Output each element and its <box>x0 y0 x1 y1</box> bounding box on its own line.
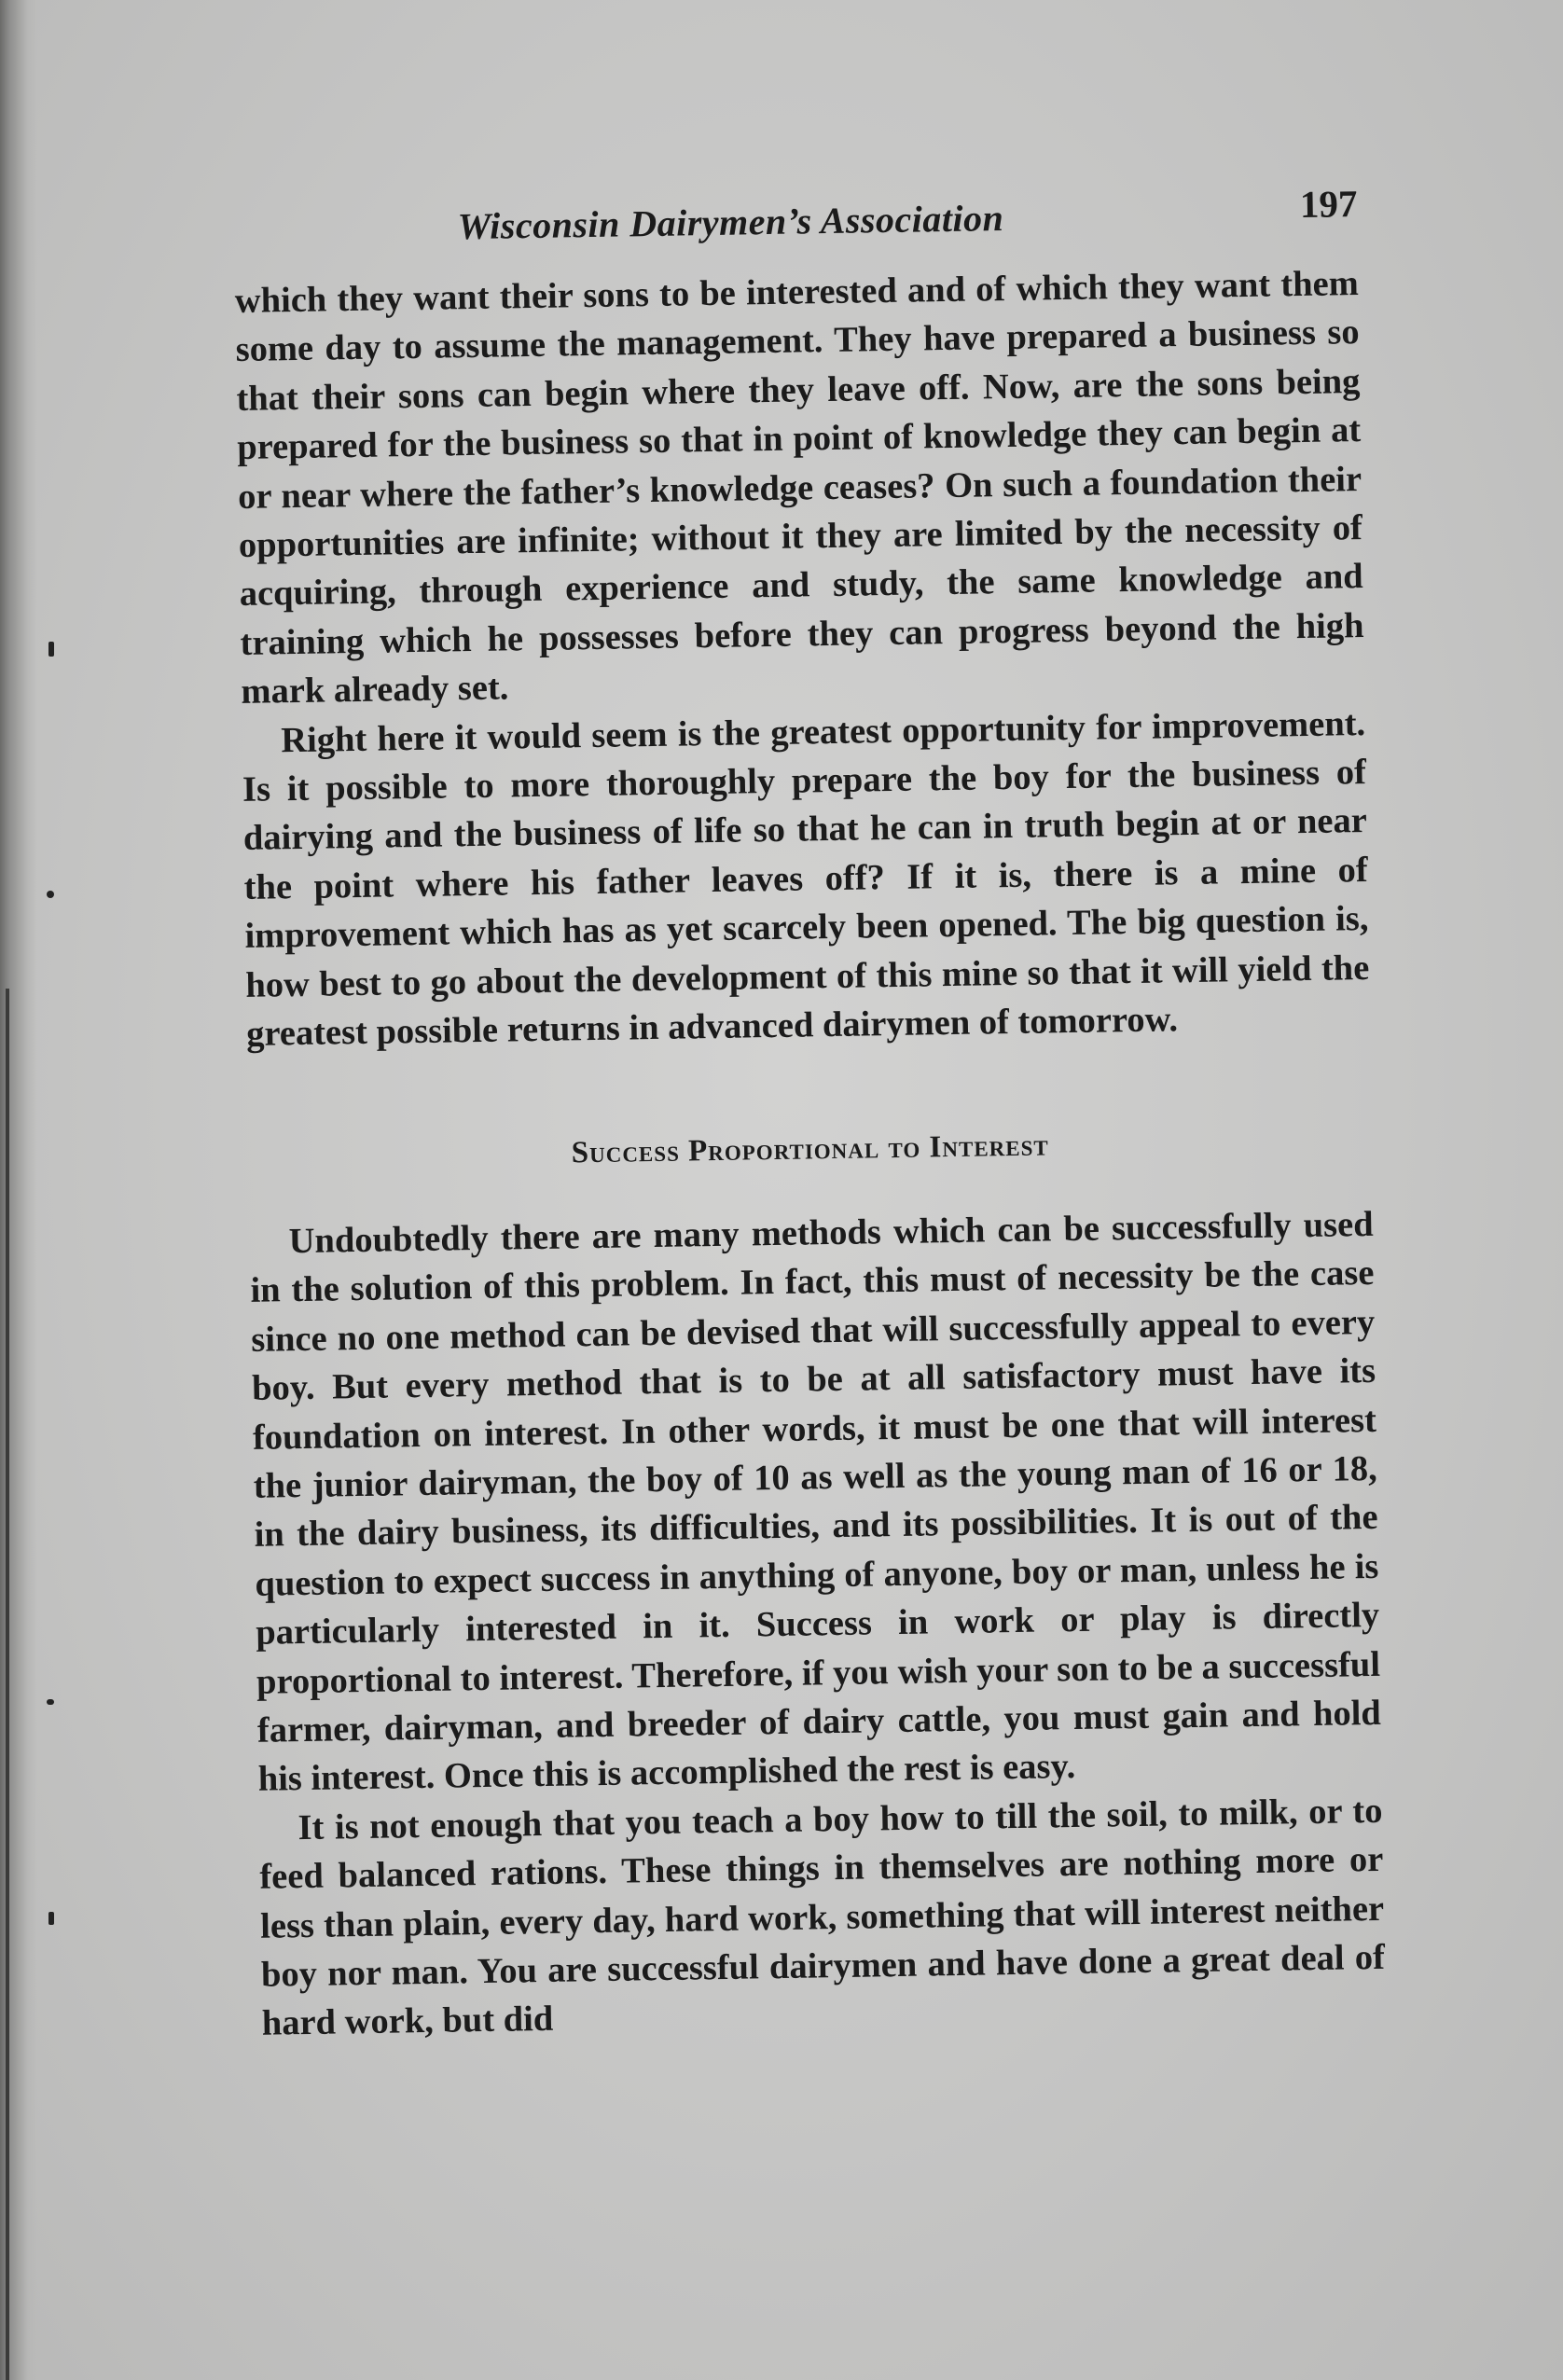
margin-mark <box>47 891 54 898</box>
margin-mark <box>48 642 54 657</box>
margin-mark <box>47 1699 54 1705</box>
paragraph: Right here it would seem is the greatest opportunity for improvement. Is it possible to more thoroughly prepare the boy for the business of dairying and the business of life so that he can in truth begin at or near the point where his father leaves off? If it is, there is a mine of improvement which has as yet scarcely been opened. The big question is, how best to go about the development of this mine so that it will yield the greatest possible returns in advanced dairymen of tomorrow. <box>242 703 1370 1054</box>
paragraph: It is not enough that you teach a boy how to till the soil, to milk, or to feed balanced rations. These things in themselves are nothing more or less than plain, every day, hard work, something that will interest neither boy nor man. You are successful dairymen and have done a great deal of hard work, but did <box>259 1791 1386 2044</box>
margin-mark <box>48 1912 54 1925</box>
running-head <box>233 173 1358 256</box>
paragraph: Undoubtedly there are many methods which can be successfully used in the solution of this problem. In fact, this must of necessity be the case since no one method can be devised that will successfully appeal to every boy. But every method that is to be at all satisfactory must have its foundation on interest. In other words, it must be one that will interest the junior dairyman, the boy of 10 as well as the young man of 16 or 18, in the dairy business, its difficulties, and its possibilities. It is out of the question to expect success in anything of anyone, boy or man, unless he is particularly interested in it. Success in work or play is directly proportional to interest. Therefore, if you wish your son to be a successful farmer, dairyman, and breeder of dairy cattle, you must gain and hold his interest. Once this is accomplished the rest is easy. <box>250 1204 1382 1800</box>
page-content <box>233 173 1386 2048</box>
binding-edge <box>6 989 9 2380</box>
page-number: 197 <box>1299 182 1358 227</box>
running-head-title: Wisconsin Dairymen’s Association <box>457 197 1004 248</box>
section-heading: Success Proportional to Interest <box>571 1128 1049 1169</box>
body-text <box>234 259 1386 2049</box>
paragraph: which they want their sons to be interested and of which they want them some day to assume the management. They have prepared a business so that their sons can begin where they leave off. Now, are the sons being prepared for the business so that in point of knowledge they can begin at or near where the father’s knowledge ceases? On such a foundation their opportunities are infinite; without it they are limited by the necessity of acquiring, through experience and study, the same knowledge and training which he possesses before they can progress beyond the high mark already set. <box>234 264 1364 713</box>
